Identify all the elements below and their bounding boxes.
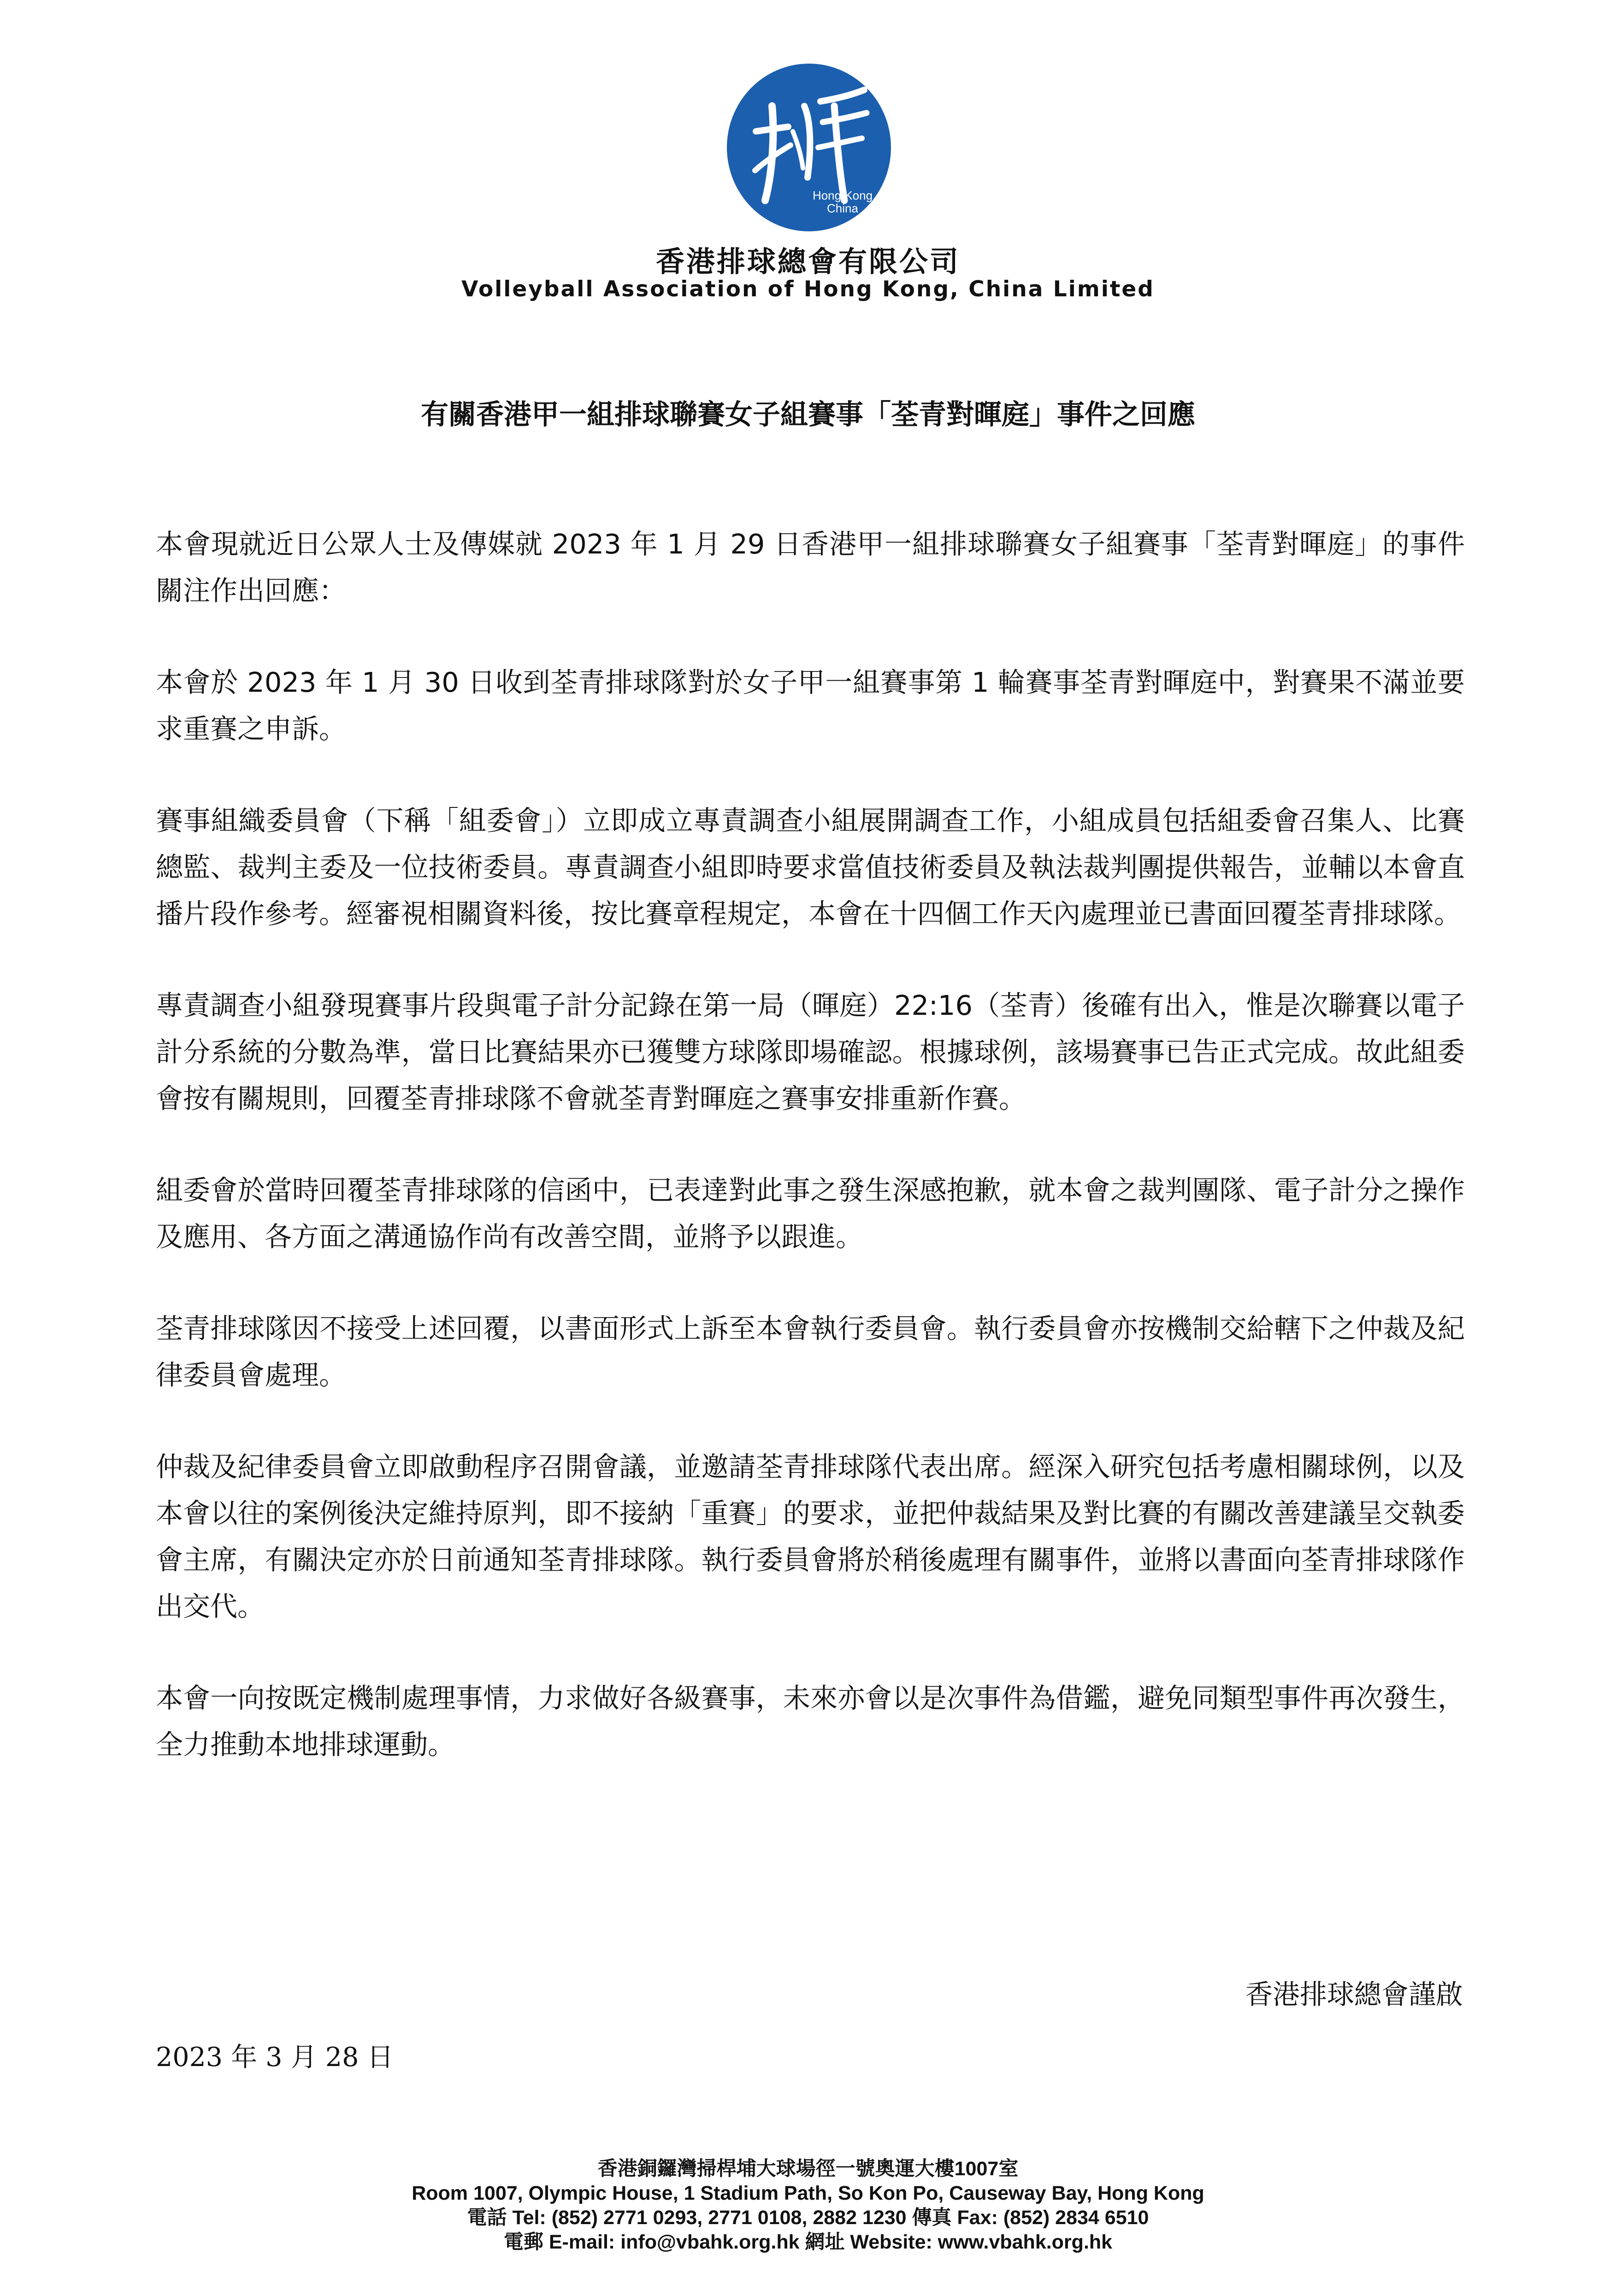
vbahk-logo	[724, 62, 894, 233]
paragraph: 專責調查小組發現賽事片段與電子計分記錄在第一局（暉庭）22:16（荃青）後確有出入，惟是次聯賽以電子計分系統的分數為準，當日比賽結果亦已獲雙方球隊即場確認。根據球例，該場賽事已告正式完成。故此組委會按有關規則，回覆荃青排球隊不會就荃青對暉庭之賽事安排重新作賽。	[156, 989, 1465, 1114]
logo-text-line1: Hong Kong	[812, 188, 873, 202]
organization-name-chinese: 香港排球總會有限公司	[655, 245, 960, 278]
paragraph: 本會現就近日公眾人士及傳媒就 2023 年 1 月 29 日香港甲一組排球聯賽女子組賽事「荃青對暉庭」的事件關注作出回應：	[156, 528, 1465, 606]
paragraph: 賽事組織委員會（下稱「組委會」）立即成立專責調查小組展開調查工作，小組成員包括組委會召集人、比賽總監、裁判主委及一位技術委員。專責調查小組即時要求當值技術委員及執法裁判團提供報告，並輔以本會直播片段作參考。經審視相關資料後，按比賽章程規定，本會在十四個工作天內處理並已書面回覆荃青排球隊。	[156, 805, 1465, 930]
paragraph: 組委會於當時回覆荃青排球隊的信函中，已表達對此事之發生深感抱歉，就本會之裁判團隊、電子計分之操作及應用、各方面之溝通協作尚有改善空間，並將予以跟進。	[156, 1174, 1465, 1253]
footer-address-chinese: 香港銅鑼灣掃桿埔大球場徑一號奧運大樓1007室	[597, 2158, 1019, 2180]
statement-body	[156, 521, 1465, 1813]
footer	[0, 2157, 1616, 2255]
paragraph: 荃青排球隊因不接受上述回覆，以書面形式上訴至本會執行委員會。執行委員會亦按機制交給轄下之仲裁及紀律委員會處理。	[156, 1313, 1465, 1391]
footer-phone-fax: 電話 Tel: (852) 2771 0293, 2771 0108, 2882 1230 傳真 Fax: (852) 2834 6510	[467, 2207, 1149, 2229]
logo-text-line2: China	[827, 201, 858, 215]
organization-name-english: Volleyball Association of Hong Kong, China Limited	[461, 277, 1155, 302]
paragraph: 仲裁及紀律委員會立即啟動程序召開會議，並邀請荃青排球隊代表出席。經深入研究包括考慮相關球例，以及本會以往的案例後決定維持原判，即不接納「重賽」的要求，並把仲裁結果及對比賽的有關改善建議呈交執委會主席，有關決定亦於日前通知荃青排球隊。執行委員會將於稍後處理有關事件，並將以書面向荃青排球隊作出交代。	[156, 1451, 1465, 1622]
paragraph: 本會於 2023 年 1 月 30 日收到荃青排球隊對於女子甲一組賽事第 1 輪賽事荃青對暉庭中，對賽果不滿並要求重賽之申訴。	[156, 666, 1465, 745]
paragraph: 本會一向按既定機制處理事情，力求做好各級賽事，未來亦會以是次事件為借鑑，避免同類型事件再次發生，全力推動本地排球運動。	[156, 1682, 1465, 1760]
statement-title: 有關香港甲一組排球聯賽女子組賽事「荃青對暉庭」事件之回應	[421, 399, 1195, 431]
statement-date: 2023 年 3 月 28 日	[156, 2042, 394, 2072]
volleyball-logo-icon	[724, 62, 894, 233]
footer-address-english: Room 1007, Olympic House, 1 Stadium Path, So Kon Po, Causeway Bay, Hong Kong	[412, 2182, 1204, 2204]
footer-email-website: 電郵 E-mail: info@vbahk.org.hk 網址 Website: www.vbahk.org.hk	[503, 2231, 1113, 2253]
signoff: 香港排球總會謹啟	[1245, 1978, 1463, 2010]
